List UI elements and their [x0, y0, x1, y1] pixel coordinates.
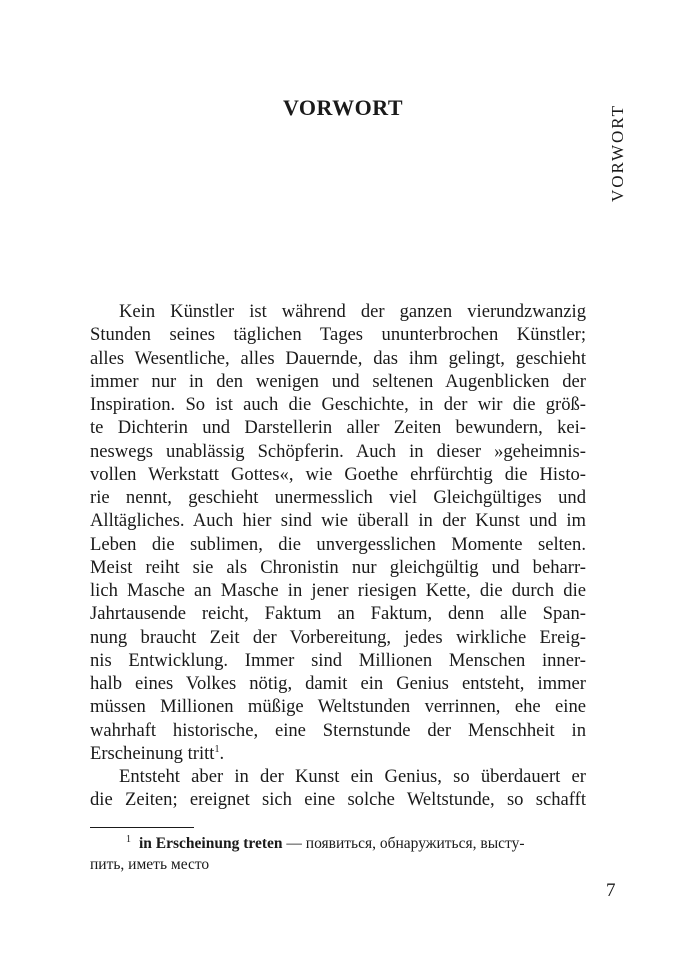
text-line: nis Entwicklung. Immer sind Millionen Menschen inner-	[90, 649, 586, 671]
page-title: VORWORT	[282, 95, 404, 120]
text-line: Jahrtausende reicht, Faktum an Faktum, denn alle Span-	[90, 603, 586, 625]
text-line: die Zeiten; ereignet sich eine solche Weltstunde, so schafft	[90, 789, 586, 811]
text-line: Stunden seines täglichen Tages ununterbrochen Künstler;	[90, 324, 586, 346]
text-line: Inspiration. So ist auch die Geschichte, in der wir die größ-	[90, 394, 586, 415]
text-line: nung braucht Zeit der Vorbereitung, jedes wirkliche Ereig-	[90, 626, 586, 648]
footnote-term: in Erscheinung treten	[139, 835, 283, 852]
footnote-line: пить, иметь место	[90, 856, 210, 873]
footnote-number: 1	[126, 833, 131, 845]
footnote-divider	[90, 827, 194, 828]
running-head-text: VORWORT	[608, 104, 627, 202]
text-line-content: Erscheinung tritt	[90, 742, 215, 764]
text-line: lich Masche an Masche in jener riesigen Kette, die durch die	[90, 580, 586, 601]
text-line: Kein Künstler ist während der ganzen vierundzwanzig	[119, 301, 586, 322]
text-line: Alltägliches. Auch hier sind wie überall in der Kunst und im	[90, 510, 586, 532]
text-line: Erscheinung tritt$^1$.	[90, 742, 225, 764]
footnote-reference[interactable]: 1	[214, 743, 220, 755]
text-line: neswegs unablässig Schöpferin. Auch in dieser »geheimnis-	[90, 440, 586, 462]
footnote	[90, 833, 586, 875]
page-number: 7	[606, 880, 616, 901]
text-line: Meist reiht sie als Chronistin nur gleichgültig und beharr-	[90, 556, 586, 578]
body-text	[90, 300, 586, 812]
text-line: rie nennt, geschieht unermesslich viel Gleichgültiges und	[90, 487, 586, 508]
text-line: alles Wesentliche, alles Dauernde, das ihm gelingt, geschieht	[90, 347, 586, 369]
text-line: immer nur in den wenigen und seltenen Augenblicken der	[90, 370, 586, 392]
footnote-line	[90, 833, 586, 854]
text-line: wahrhaft historische, eine Sternstunde der Menschheit in	[90, 719, 586, 741]
text-line: Entsteht aber in der Kunst ein Genius, so überdauert er	[119, 766, 586, 787]
running-head	[603, 98, 633, 208]
text-line: müssen Millionen müßige Weltstunden verrinnen, ehe eine	[90, 696, 586, 718]
text-line: Leben die sublimen, die unvergesslichen Momente selten.	[90, 533, 586, 555]
text-line: halb eines Volkes nötig, damit ein Genius entsteht, immer	[90, 673, 586, 694]
footnote-translation: — появиться, обнаружиться, высту-	[282, 835, 525, 852]
text-line: vollen Werkstatt Gottes«, wie Goethe ehrfürchtig die Histo-	[90, 463, 586, 485]
text-line: te Dichterin und Darstellerin aller Zeiten bewundern, kei-	[90, 417, 586, 439]
